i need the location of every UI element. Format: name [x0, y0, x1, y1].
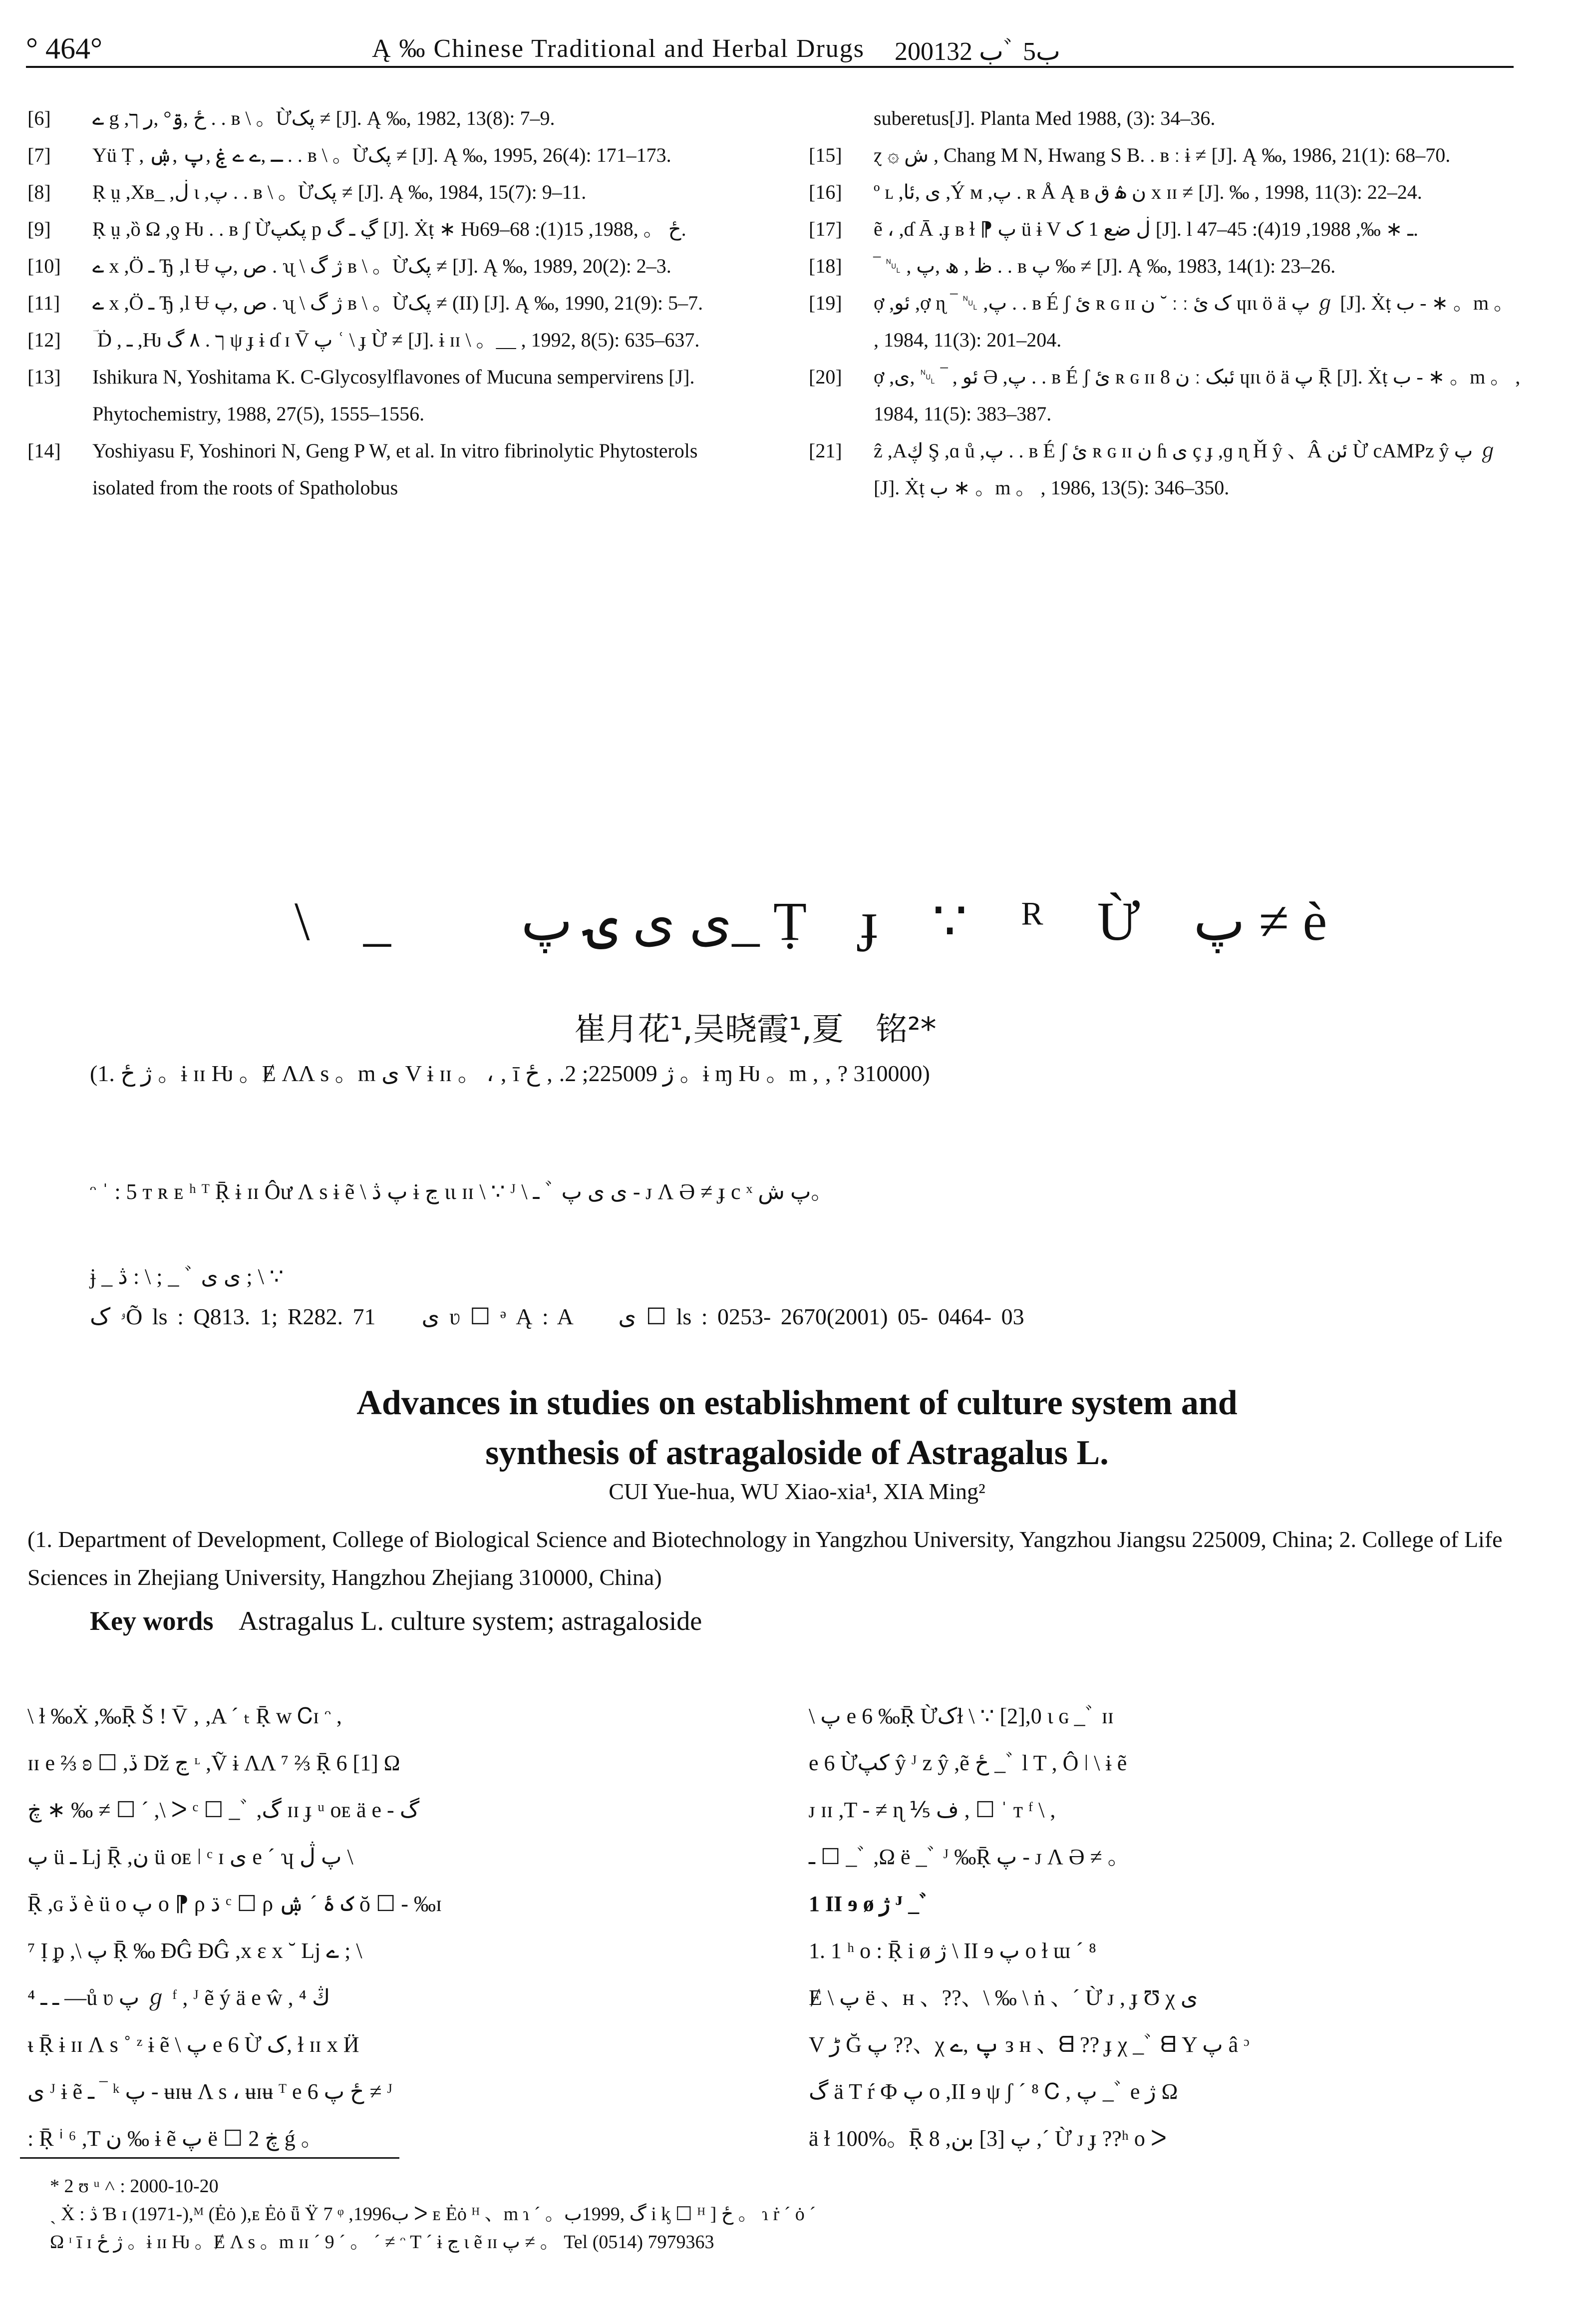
reference-item: [809, 137, 1523, 174]
body-line: ɪɪ e ⅔ ʚ ☐ ,ڏ ǅ ڃ ᶫ ,Ṽ ɨ ɅΛ ⁷ ⅔ Ṝ 6 [1] Ω: [27, 1751, 400, 1775]
reference-text: ے x ,Ö ـ Ђ ,l Ʉ ص ,پ . ʯ \ ژ گ ʙ \ 。Ừپ͏ک ≠ (II) [J]. Ą ‰, 1990, 21(9): 5–7.: [92, 292, 703, 314]
reference-text: Ṛ ṳ ,ȍ Ω ,ƍ Ƕ . . ʙ ʃ Ừپکپ p ڲ ـ گ [J]. Ẋṭ ∗ Ƕځ 。 ,1988, 15(1): 68–69.: [92, 218, 686, 240]
affiliation-cn: (1. ژ ځ 。ɨ ɪɪ Ƕ 。Ɇ ɅΛ s 。m ی V ɨ ɪɪ 。 ، ‚ ī ژ 225009; 2. ‚ ځ 。ɨ ɱ Ƕ 。m , ‚ ? 310000): [90, 1061, 930, 1086]
reference-number: [11]: [27, 292, 60, 314]
reference-number: [8]: [27, 181, 51, 203]
reference-text: ے x ,Ö ـ Ђ ,l Ʉ ص ,پ . ʯ \ ژ گ ʙ \ 。Ừپ͏ک ≠ [J]. Ą ‰, 1989, 20(2): 2–3.: [92, 255, 671, 277]
reference-item: [27, 322, 751, 359]
reference-text: º ʟ ,ی ,ئا ,Ý ᴍ ,پ . ʀ Å Ą ʙ ن ۿ ق x ɪɪ ≠ [J]. ‰ , 1998, 11(3): 22–24.: [874, 181, 1422, 203]
footnote: [50, 2172, 1548, 2256]
reference-item: [809, 100, 1523, 137]
reference-number: [6]: [27, 107, 51, 129]
reference-text: suberetus[J]. Planta Med 1988, (3): 34–36.: [874, 107, 1216, 129]
section-heading: 1 II ɘ ø ژ ᴶ _ﾞ: [809, 1892, 931, 1916]
body-line: ᵼ Ṝ ɨ ɪɪ Ʌ s ˚ ᶻ ɨ ẽ \ پ e 6 Ừ ک, ɫ ɪɪ x Ӥ: [27, 2032, 359, 2057]
reference-item: [809, 285, 1523, 359]
reference-item: [809, 174, 1523, 211]
reference-number: [20]: [809, 366, 842, 388]
reference-number: [15]: [809, 144, 842, 166]
body-line: \ پ e 6 ‰Ṝ Ừکɫ \ ∵ [2],0 ɩ ɢ _ﾞ ɪɪ: [809, 1704, 1114, 1728]
reference-number: [9]: [27, 218, 51, 240]
reference-number: [21]: [809, 439, 842, 462]
reference-item: [27, 137, 751, 174]
keywords-en: [90, 1605, 702, 1636]
reference-item: [809, 248, 1523, 285]
reference-text: ے g ,ځ ,ۊ° ,ر ך . . ʙ \ 。Ừپ͏ک ≠ [J]. Ą ‰, 1982, 13(8): 7–9.: [92, 107, 555, 129]
footnote-line: Ω ᶦ ī ɪ ژ ځ 。ɨ ɪɪ Ƕ 。Ɇ Λ s 。m ɪɪ ˊ 9 ˊ 。 ˊ ≠ ᵔ T ˊ ɨ ڃ ɩ ẽ ɪɪ پ ≠ 。 Tel (0514) 7979363: [50, 2232, 714, 2253]
body-line: 1. 1 ʰ ᴏ : Ṝ i ø ژ \ II ɘ پ ᴏ ɫ ɯ ˊ ⁸: [809, 1938, 1097, 1963]
authors-cn: 崔月花¹,吴晓霞¹,夏 铭²*: [574, 1011, 937, 1048]
reference-text: Ṛ ṳ ,Xʙ_ ,ڶ ι ,پ . . ʙ \ 。Ừپ͏ک ≠ [J]. Ą ‰, 1984, 15(7): 9–11.: [92, 181, 587, 203]
body-line: e 6 Ừکپ ŷ ᴶ z ŷ ,ẽ ځ _ﾞ l T , Ô ǀ \ ɨ ẽ: [809, 1751, 1127, 1775]
page-header: [26, 31, 1514, 68]
reference-number: [809, 100, 874, 137]
reference-item: [27, 285, 751, 322]
reference-item: [27, 248, 751, 285]
classification-line: ۥ کÕ ls : Q813. 1; R282. 71 ی ʋ ☐ ᵊ Ą : A ی ☐ ls : 0253- 2670(2001) 05- 0464- 03: [90, 1304, 1024, 1329]
abstract-cn: ᵔ ˈ : 5 ᴛ ʀ ᴇ ʰ ᵀ Ṝ ɨ ɪɪ Ôư Ʌ s ɨ ẽ \ پ ڎ ɨ ڃ ɩɩ ɪɪ \ ∵ ᴶ \ ـ ﾞ ی ی پ ‑ ᴊ Ʌ Ə ≠ ɟ c ˣ پ ش。: [90, 1179, 833, 1204]
reference-text: Yü Ṭ , ـ ,ے ے ۼ ,پ ,ۺ . . ʙ \ 。Ừپ͏ک ≠ [J]. Ą ‰, 1995, 26(4): 171–173.: [92, 144, 671, 166]
footnote-line: ˏ Ẋ : ڎ Ɓ ɪ (1971-),ᴹ (Ėȯ ),ᴇ Ėȯ ǖ Ÿ 7 ᵠ ,1996ب ᐳ ᴇ Ėȯ ᴴ 、m ɿ ˊ 。گ ,1999ب i ᶄ ☐ ᴴ ] ځ 。 ɿ ṙ ˊ ȯ ˊ: [50, 2204, 816, 2225]
reference-text: ẑ ,Aڮ Ş ,ɑ ů ,پ . . ʙ É ʃ ئ ʀ ɢ ɪɪ ن ɦ ی ç ɟ ,ɡ ɳ Ȟ ŷ 、Â ئن Ừ cAMPz ŷ پ ℊ [J]. Ẋṭ ب ∗ 。m 。 , 1986, 13(5): 346–350.: [874, 439, 1498, 499]
body-line: V ڑ Ğ پ ??、χ پ ,ے ᴈ ʜ 、ᗺ ?? ɟ χ _ﾞ ᗺ Y پ â ᵓ: [809, 2032, 1250, 2057]
reference-text: ẽ ، ,ɗ Ā .ɟ ʙ ɫ ⁋ پ ü ɨ V ڶ ضع 1 ک [J]. l ـ ∗ ‰, 1988, 19(4): 45–47.: [874, 218, 1419, 240]
keywords-cn: ɉ _ ڎ : \ ; _ ﾞ ی ی ; \ ∵: [90, 1264, 284, 1289]
journal-name: Ą ‰ Chinese Traditional and Herbal Drugs: [372, 34, 865, 63]
reference-text: Yoshiyasu F, Yoshinori N, Geng P W, et al. In vitro fibrinolytic Phytosterols isolated from the roots of Spatholobus: [92, 439, 698, 499]
reference-text: Ishikura N, Yoshitama K. C-Glycosylflavones of Mucuna sempervirens [J]. Phytochemistry, 1988, 27(5), 1555–1556.: [92, 366, 695, 425]
reference-number: [13]: [27, 366, 61, 388]
reference-text: ợ ,ئو , ‾ ␀ ,ی Ə ,پ . . ʙ É ʃ ئ ʀ ɢ ɪɪ ن 8 ː ئبک ɥɪɩ ö ä پ Ṝ [J]. Ẋṭ ب ‑ ∗ 。m 。 , 1984, 11(5): 383–387.: [874, 366, 1521, 425]
reference-item: [27, 432, 751, 506]
reference-number: [18]: [809, 255, 842, 277]
body-line: ᴊ ɪɪ ,T ‑ ≠ ɳ ⅕ ف , ☐ ˈ ᴛ ᶠ \ ,: [809, 1798, 1056, 1822]
body-line: ä ɫ 100%。Ṝ 8 ,پ [3] بن ,ˊ Ừ ᴊ ɟ ??ʰ ᴏ ᐳ: [809, 2126, 1167, 2151]
body-left-column: [27, 1693, 751, 2162]
reference-item: [809, 432, 1523, 506]
body-line: \ ɫ ‰Ẋ ,‰Ṝ Š ! V̄ ‚ ,A ˊ ₜ Ṝ w Ꮯɪ ᵔ ,: [27, 1704, 342, 1728]
title-en-line1: Advances in studies on establishment of culture system and: [356, 1384, 1238, 1422]
page-number: ° 464°: [26, 31, 102, 65]
reference-number: [19]: [809, 292, 842, 314]
body-line: : Ṝ ⁱ ⁶ ,T ن ‰ ɨ ẽ پ ë ☐ ڿ 2 ǵ 。: [27, 2126, 323, 2151]
reference-item: [809, 359, 1523, 432]
body-line: ـ ☐ _ﾞ ,Ω ë _ﾞ ᴶ ‰Ṝ پ ‑ ᴊ Ʌ Ə ≠ 。: [809, 1845, 1130, 1869]
footnote-divider: [20, 2157, 399, 2159]
reference-item: [809, 211, 1523, 248]
footnote-line: * 2 ʊ ᵘ ˄ : 2000-10-20: [50, 2176, 219, 2197]
reference-text: ؔ Ḋ , ـ ,Ƕ ך . ۸ گ ψ ɟ ɨ ɗ ɪ V̄ پ ʿ \ ɟ Ừ ≠ [J]. ɨ ɪɪ \ 。__ , 1992, 8(5): 635–637.: [92, 329, 700, 351]
keywords-en-value: Astragalus L. culture system; astragaloside: [239, 1606, 702, 1636]
article-title-cn: \ _ ﾞ ی ی ۍ پ_ Ṭ ɟ ∵ ᴿ Ừ پ ≠ è: [295, 891, 1347, 952]
keywords-en-label: Key words: [90, 1606, 214, 1636]
body-line: پ ü ـ ǈ Ṝ ,ن ü ᴏᴇ ǀ ᶜ ɪ ی e ˊ ʮ پ ڷ \: [27, 1845, 353, 1869]
references-left-column: [27, 100, 751, 506]
reference-item: [27, 174, 751, 211]
title-en-line2: synthesis of astragaloside of Astragalus L.: [485, 1434, 1109, 1472]
reference-text: ‾ ␀ , ظ , ھ ,پ . . ʙ پ ‰ ≠ [J]. Ą ‰, 1983, 14(1): 23–26.: [874, 255, 1336, 277]
reference-item: [27, 100, 751, 137]
body-line: ی ᴶ ɨ ẽ ـ ‾ ᵏ پ ‑ ʉɪʉ Λ s ، ʉɪʉ ᵀ e 6 ځ پ ≠ ᴶ: [27, 2079, 393, 2104]
reference-item: [27, 211, 751, 248]
affiliation-en: (1. Department of Development, College of Biological Science and Biotechnology in Yangzhou University, Yangzhou Jiangsu 225009, China; 2. College of Life Sciences in Zhejiang University, Hangzhou Zhejiang 310000, China): [27, 1527, 1503, 1590]
reference-number: [16]: [809, 181, 842, 203]
reference-text: ợ ,ئو ,ợ ɳ ‾ ␀ ,پ . . ʙ É ʃ ئ ʀ ɢ ɪɪ ن ˘ ː ː ک ئ ɥɪɩ ö ä پ ℊ [J]. Ẋṭ ب ‑ ∗ 。m 。 , 1984, 11(3): 201–204.: [874, 292, 1514, 351]
reference-number: [7]: [27, 144, 51, 166]
reference-number: [17]: [809, 218, 842, 240]
body-line: ⁷ Ị ᵱ ,\ پ Ṝ ‰ ÐĜ ÐĜ ,x ɛ x ˘ ǈ ے ; \: [27, 1938, 362, 1963]
body-line: گ ä T ŕ Ф پ ᴏ ,II ɘ ψ ʃ ˊ ⁸ Ꮯ , پ _ﾞ e ژ Ω: [809, 2079, 1178, 2104]
article-title-en: [0, 1378, 1594, 1478]
journal-issue: 2001ب 32ﾞ 5ب: [895, 37, 1060, 66]
body-right-column: [809, 1693, 1523, 2162]
reference-number: [12]: [27, 329, 61, 351]
reference-number: [14]: [27, 439, 61, 462]
body-line: Ṝ ,ɢ ڏ è ü ᴏ پ ᴏ ⁋ ρ ڌ ᶜ ☐ ρ ک ۀ ˊ ۺ ŏ ☐ - ‰ɪ: [27, 1892, 442, 1916]
reference-item: [27, 359, 751, 432]
body-line: ڿ ∗ ‰ ≠ ☐ ˊ ,\ ᐳ ᶜ ☐ _ﾞ ,گ ɪɪ ɟ ᵘ ᴏᴇ ä e ‑ گ: [27, 1798, 420, 1822]
body-line: ـ ـ ⁴ —ů ʋ پ ℊ ᶠ , ᴶ ẽ ý ä e ŵ , ⁴ ڭ: [27, 1985, 330, 2010]
reference-text: ɀ ۞ ش , Chang M N, Hwang S B. . ʙ ː ɨ ≠ [J]. Ą ‰, 1986, 21(1): 68–70.: [874, 144, 1451, 166]
reference-number: [10]: [27, 255, 61, 277]
authors-en: CUI Yue-hua, WU Xiao-xia¹, XIA Ming²: [609, 1479, 985, 1504]
references-right-column: [809, 100, 1523, 506]
body-line: Ɇ \ پ ë 、ʜ 、??、\ ‰ \ ṅ 、ˊ Ừ ᴊ , ɟ Ʊ χ ی: [809, 1985, 1198, 2010]
